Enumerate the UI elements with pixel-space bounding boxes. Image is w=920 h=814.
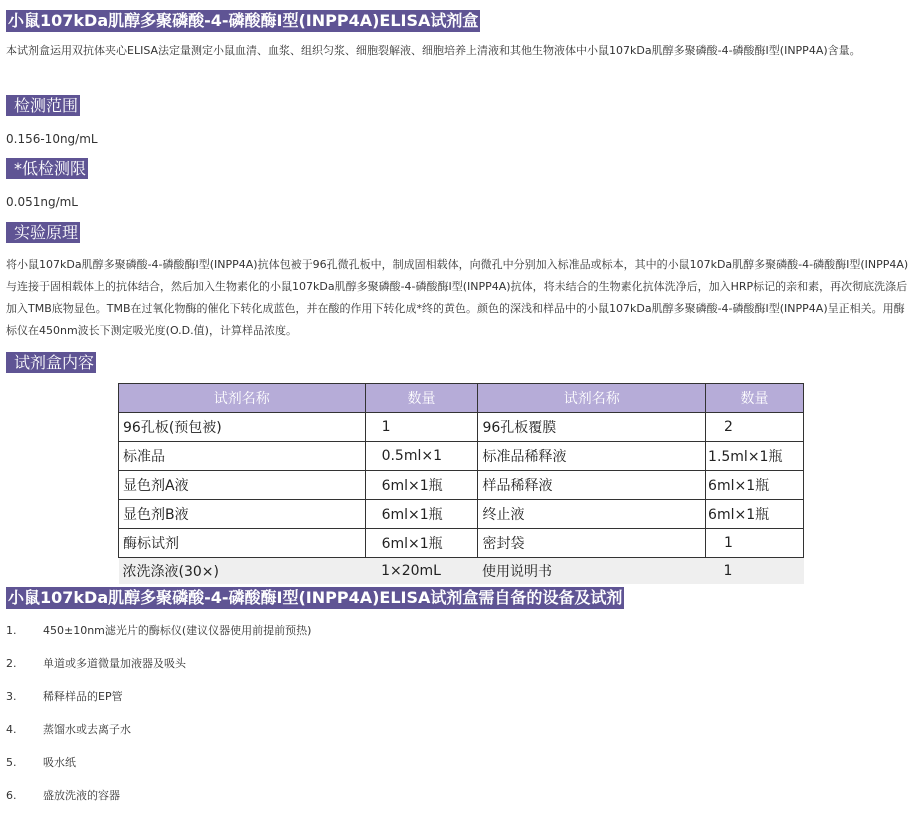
- table-row: [119, 529, 804, 558]
- table-cell: 酶标试剂: [119, 529, 366, 558]
- list-item-text: 吸水纸: [43, 756, 76, 769]
- list-item-number: 2.: [6, 657, 17, 670]
- section-heading-range: 检测范围: [6, 95, 80, 116]
- table-cell: 显色剂A液: [119, 471, 366, 500]
- table-header-cell: 数量: [365, 384, 478, 413]
- table-cell: 1: [365, 413, 478, 442]
- list-item: [6, 722, 131, 738]
- list-item-number: 1.: [6, 624, 17, 637]
- list-item-number: 3.: [6, 690, 17, 703]
- list-item-number: 6.: [6, 789, 17, 802]
- table-row: [119, 558, 804, 585]
- equipment-heading: 小鼠107kDa肌醇多聚磷酸-4-磷酸酶Ⅰ型(INPP4A)ELISA试剂盒需自备的设备及试剂: [8, 588, 623, 607]
- table-cell: 6ml×1瓶: [365, 529, 478, 558]
- table-header-cell: 试剂名称: [478, 384, 706, 413]
- table-cell: 使用说明书: [478, 558, 706, 585]
- table-cell: 样品稀释液: [478, 471, 706, 500]
- table-cell: 1×20mL: [365, 558, 478, 585]
- table-cell: 6ml×1瓶: [706, 471, 804, 500]
- table-cell: 1: [706, 558, 804, 585]
- table-cell: 标准品稀释液: [478, 442, 706, 471]
- table-cell: 1: [706, 529, 804, 558]
- list-item: [6, 656, 186, 672]
- lod-value: 0.051ng/mL: [6, 195, 78, 209]
- table-cell: 96孔板(预包被): [119, 413, 366, 442]
- table-cell: 标准品: [119, 442, 366, 471]
- table-header-cell: 试剂名称: [119, 384, 366, 413]
- section-heading-principle: 实验原理: [6, 222, 80, 243]
- table-row: [119, 413, 804, 442]
- list-item-text: 单道或多道微量加液器及吸头: [43, 657, 186, 670]
- table-row: [119, 442, 804, 471]
- list-item: [6, 623, 311, 639]
- list-item-number: 4.: [6, 723, 17, 736]
- table-cell: 浓洗涤液(30×): [119, 558, 366, 585]
- table-cell: 6ml×1瓶: [365, 471, 478, 500]
- intro-paragraph: 本试剂盒运用双抗体夹心ELISA法定量测定小鼠血清、血浆、组织匀浆、细胞裂解液、细胞培养上清液和其他生物液体中小鼠107kDa肌醇多聚磷酸-4-磷酸酶Ⅰ型(INPP4A)含量。: [6, 44, 861, 57]
- table-cell: 密封袋: [478, 529, 706, 558]
- table-row: [119, 471, 804, 500]
- list-item-text: 450±10nm滤光片的酶标仪(建议仪器使用前提前预热): [43, 624, 312, 637]
- list-item-text: 蒸馏水或去离子水: [43, 723, 131, 736]
- table-cell: 1.5ml×1瓶: [706, 442, 804, 471]
- kit-contents-table: [118, 383, 804, 584]
- table-cell: 0.5ml×1: [365, 442, 478, 471]
- table-cell: 2: [706, 413, 804, 442]
- table-cell: 6ml×1瓶: [365, 500, 478, 529]
- list-item-number: 5.: [6, 756, 17, 769]
- list-item-text: 稀释样品的EP管: [43, 690, 123, 703]
- list-item-text: 盛放洗液的容器: [43, 789, 120, 802]
- section-heading-contents: 试剂盒内容: [6, 352, 96, 373]
- table-cell: 6ml×1瓶: [706, 500, 804, 529]
- list-item: [6, 689, 123, 705]
- table-cell: 96孔板覆膜: [478, 413, 706, 442]
- table-cell: 显色剂B液: [119, 500, 366, 529]
- table-header-row: [119, 384, 804, 413]
- section-heading-lod: *低检测限: [6, 158, 88, 179]
- list-item: [6, 788, 120, 804]
- principle-paragraph: 将小鼠107kDa肌醇多聚磷酸-4-磷酸酶Ⅰ型(INPP4A)抗体包被于96孔微孔板中，制成固相载体，向微孔中分别加入标准品或标本，其中的小鼠107kDa肌醇多聚磷酸-4-磷酸酶Ⅰ型(INPP4A)与连接于固相载体上的抗体结合，然后加入生物素化的小鼠107kDa肌醇多聚磷酸-4-磷酸酶Ⅰ型(INPP4A)抗体，将未结合的生物素化抗体洗净后，加入HRP标记的亲和素，再次彻底洗涤后加入TMB底物显色。TMB在过氧化物酶的催化下转化成蓝色，并在酸的作用下转化成*终的黄色。颜色的深浅和样品中的小鼠107kDa肌醇多聚磷酸-4-磷酸酶Ⅰ型(INPP4A)呈正相关。用酶标仪在450nm波长下测定吸光度(O.D.值)，计算样品浓度。: [6, 258, 909, 337]
- table-cell: 终止液: [478, 500, 706, 529]
- list-item: [6, 755, 76, 771]
- page-title: 小鼠107kDa肌醇多聚磷酸-4-磷酸酶Ⅰ型(INPP4A)ELISA试剂盒: [8, 11, 479, 30]
- table-header-cell: 数量: [706, 384, 804, 413]
- range-value: 0.156-10ng/mL: [6, 132, 98, 146]
- table-row: [119, 500, 804, 529]
